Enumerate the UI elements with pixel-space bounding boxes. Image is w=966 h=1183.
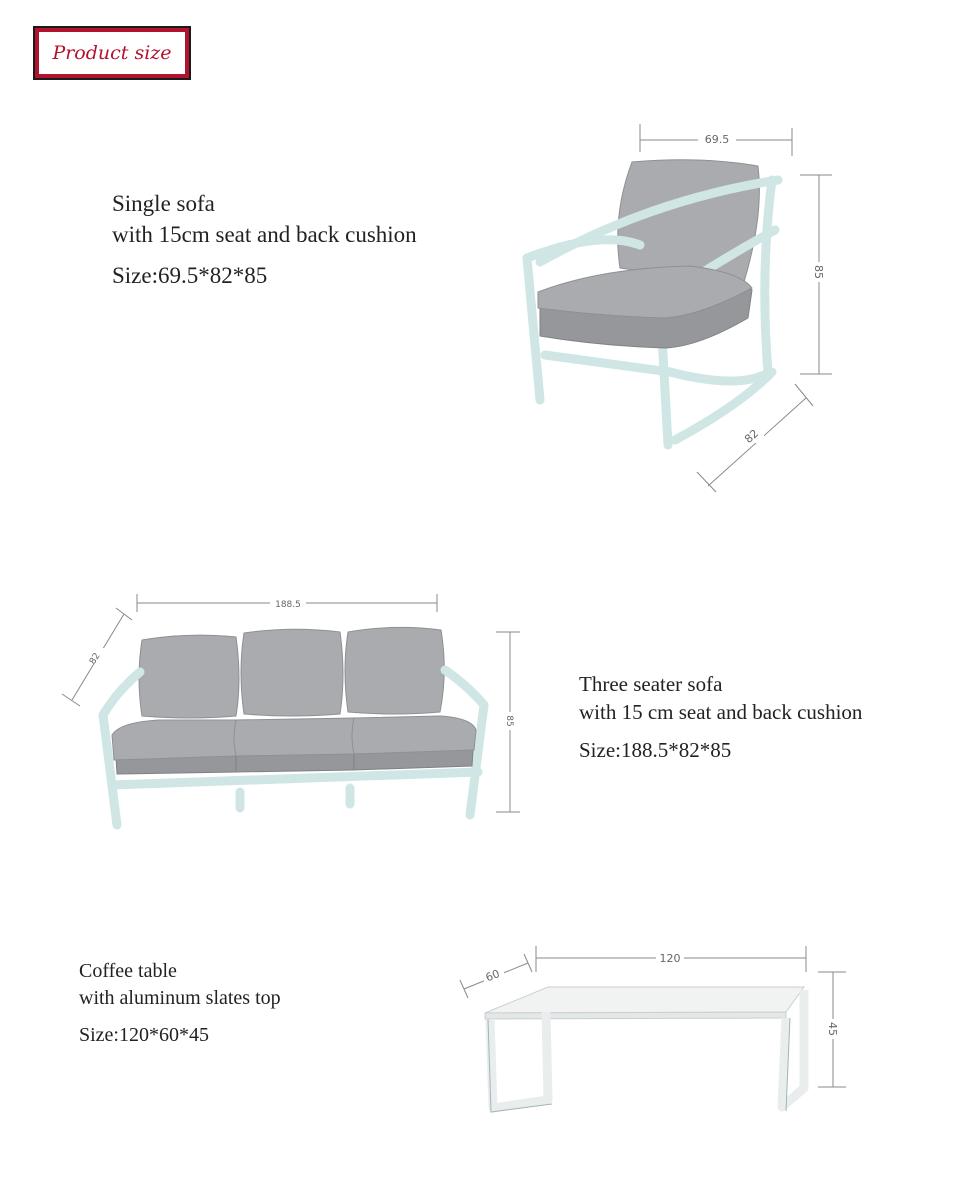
single-sofa-illustration — [527, 124, 832, 492]
coffee-table-height-label: 45 — [826, 1022, 839, 1036]
three-seater-detail: with 15 cm seat and back cushion — [579, 700, 863, 724]
coffee-table-detail: with aluminum slates top — [79, 987, 281, 1009]
three-seater-name: Three seater sofa — [579, 672, 723, 696]
coffee-table-name: Coffee table — [79, 960, 177, 982]
coffee-table-depth-label: 60 — [483, 967, 502, 985]
single-sofa-detail: with 15cm seat and back cushion — [112, 222, 417, 247]
three-seater-depth-label: 82 — [88, 651, 103, 667]
coffee-table-illustration — [460, 946, 846, 1112]
coffee-table-size: Size:120*60*45 — [79, 1024, 209, 1046]
single-sofa-depth-label: 82 — [742, 426, 762, 446]
single-sofa-height-label: 85 — [812, 265, 825, 279]
three-seater-width-label: 188.5 — [275, 600, 301, 610]
single-sofa-width-label: 69.5 — [704, 133, 730, 146]
single-sofa-size: Size:69.5*82*85 — [112, 263, 268, 288]
three-seater-size: Size:188.5*82*85 — [579, 738, 732, 762]
single-sofa-name: Single sofa — [112, 191, 215, 216]
three-seater-illustration — [62, 594, 520, 825]
product-size-label: Product size — [39, 32, 185, 74]
coffee-table-width-label: 120 — [659, 952, 681, 965]
three-seater-height-label: 85 — [504, 715, 514, 727]
